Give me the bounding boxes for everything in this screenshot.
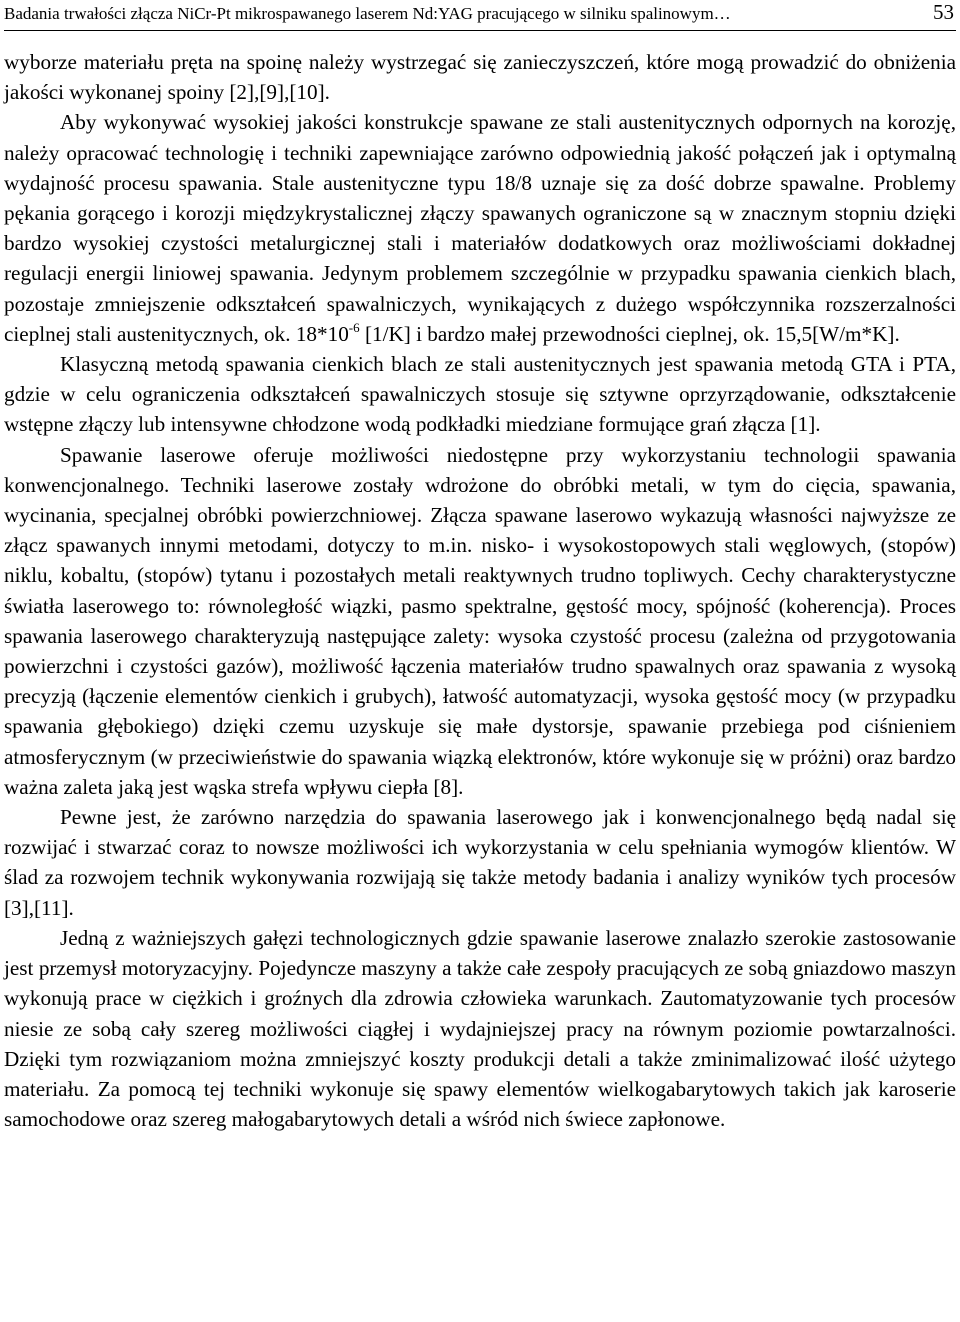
paragraph-continuation: wyborze materiału pręta na spoinę należy wystrzegać się zanieczyszczeń, które mogą prowadzić do obniżenia jakości wykonanej spoiny [2],[9],[10]. [4,50,956,105]
running-header-title: Badania trwałości złącza NiCr-Pt mikrospawanego laserem Nd:YAG pracującego w silniku spalinowym… [4,4,731,23]
body-text [4,47,956,1134]
paragraph-austenitic-welding [4,107,956,349]
paragraph-text: [1/K] i bardzo małej przewodności cieplnej, ok. 15,5[W/m*K]. [359,321,900,346]
exponent: -6 [348,319,360,335]
running-header [4,0,956,31]
page-number: 53 [933,0,954,24]
paragraph-tools-development: Pewne jest, że zarówno narzędzia do spawania laserowego jak i konwencjonalnego będą nadal się rozwijać i stwarzać coraz to nowsze możliwości ich wykorzystania w celu spełniania wymogów klientów. W ślad za rozwojem technik wykonywania rozwijają się także metody badania i analizy wyników tych procesów [3],[11]. [4,805,956,920]
paragraph-laser-welding: Spawanie laserowe oferuje możliwości niedostępne przy wykorzystaniu technologii spawania konwencjonalnego. Techniki laserowe zostały wdrożone do obróbki metali, w tym do cięcia, spawania, wycinania, specjalnej obróbki powierzchniowej. Złącza spawane laserowo wykazują własności najwyższe ze złącz spawanych innymi metodami, dotyczy to m.in. nisko- i wysokostopowych stali węglowych, (stopów) niklu, kobaltu, (stopów) tytanu i pozostałych metali reaktywnych trudno topliwych. Cechy charakterystyczne światła laserowego to: równoległość wiązki, pasmo spektralne, gęstość mocy, spójność (koherencja). Proces spawania laserowego charakteryzują następujące zalety: wysoka czystość procesu (zależna od przygotowania powierzchni i czystości gazów), możliwość łączenia materiałów trudno spawalnych oraz spawania z wysoką precyzją (łączenie elementów cienkich i grubych), łatwość automatyzacji, wysoka gęstość mocy (w przypadku spawania głębokiego) dzięki czemu uzyskuje się małe dystorsje, spawanie przebiega pod ciśnieniem atmosferycznym (w przeciwieństwie do spawania wiązką elektronów, które wykonuje się w próżni) oraz bardzo ważna zaleta jaką jest wąska strefa wpływu ciepła [8]. [4,442,956,799]
paragraph-automotive: Jedną z ważniejszych gałęzi technologicznych gdzie spawanie laserowe znalazło szerokie zastosowanie jest przemysł motoryzacyjny. Pojedyncze maszyny a także całe zespoły pracujących ze sobą gniazdowo maszyn wykonują prace w ciężkich i groźnych dla zdrowia człowieka warunkach. Zautomatyzowanie tych procesów niesie ze sobą cały szereg możliwości ciągłej i wydajniejszej pracy na równym poziomie powtarzalności. Dzięki tym rozwiązaniom można zmniejszyć koszty produkcji detali a także zminimalizować ilość użytego materiału. Za pomocą tej techniki wykonuje się spawy elementów wielkogabarytowych takich jak karoserie samochodowe oraz szereg małogabarytowych detali a wśród nich świece zapłonowe. [4,925,956,1132]
paragraph-gta-pta: Klasyczną metodą spawania cienkich blach ze stali austenitycznych jest spawania metodą GTA i PTA, gdzie w celu ograniczenia odkształceń spawalniczych stosuje się sztywne oprzyrządowanie, odkształcenie wstępne złączy lub intensywne chłodzone wodą podkładki miedziane formujące grań złącza [1]. [4,352,956,437]
paragraph-text: Aby wykonywać wysokiej jakości konstrukcje spawane ze stali austenitycznych odpornych na korozję, należy opracować technologię i techniki zapewniające zarówno odpowiednią jakość połączeń jak i optymalną wydajność procesu spawania. Stale austenityczne typu 18/8 uznaje się za dość dobrze spawalne. Problemy pękania gorącego i korozji międzykrystalicznej złączy spawanych ograniczone są w znacznym stopniu dzięki bardzo wysokiej czystości metalurgicznej stali i materiałów dodatkowych oraz możliwościami dokładnej regulacji energii liniowej spawania. Jedynym problemem szczególnie w przypadku spawania cienkich blach, pozostaje zmniejszenie odkształceń spawalniczych, wynikających z dużego współczynnika rozszerzalności cieplnej stali austenitycznych, ok. 18*10 [4,110,956,346]
document-page [4,0,956,1134]
